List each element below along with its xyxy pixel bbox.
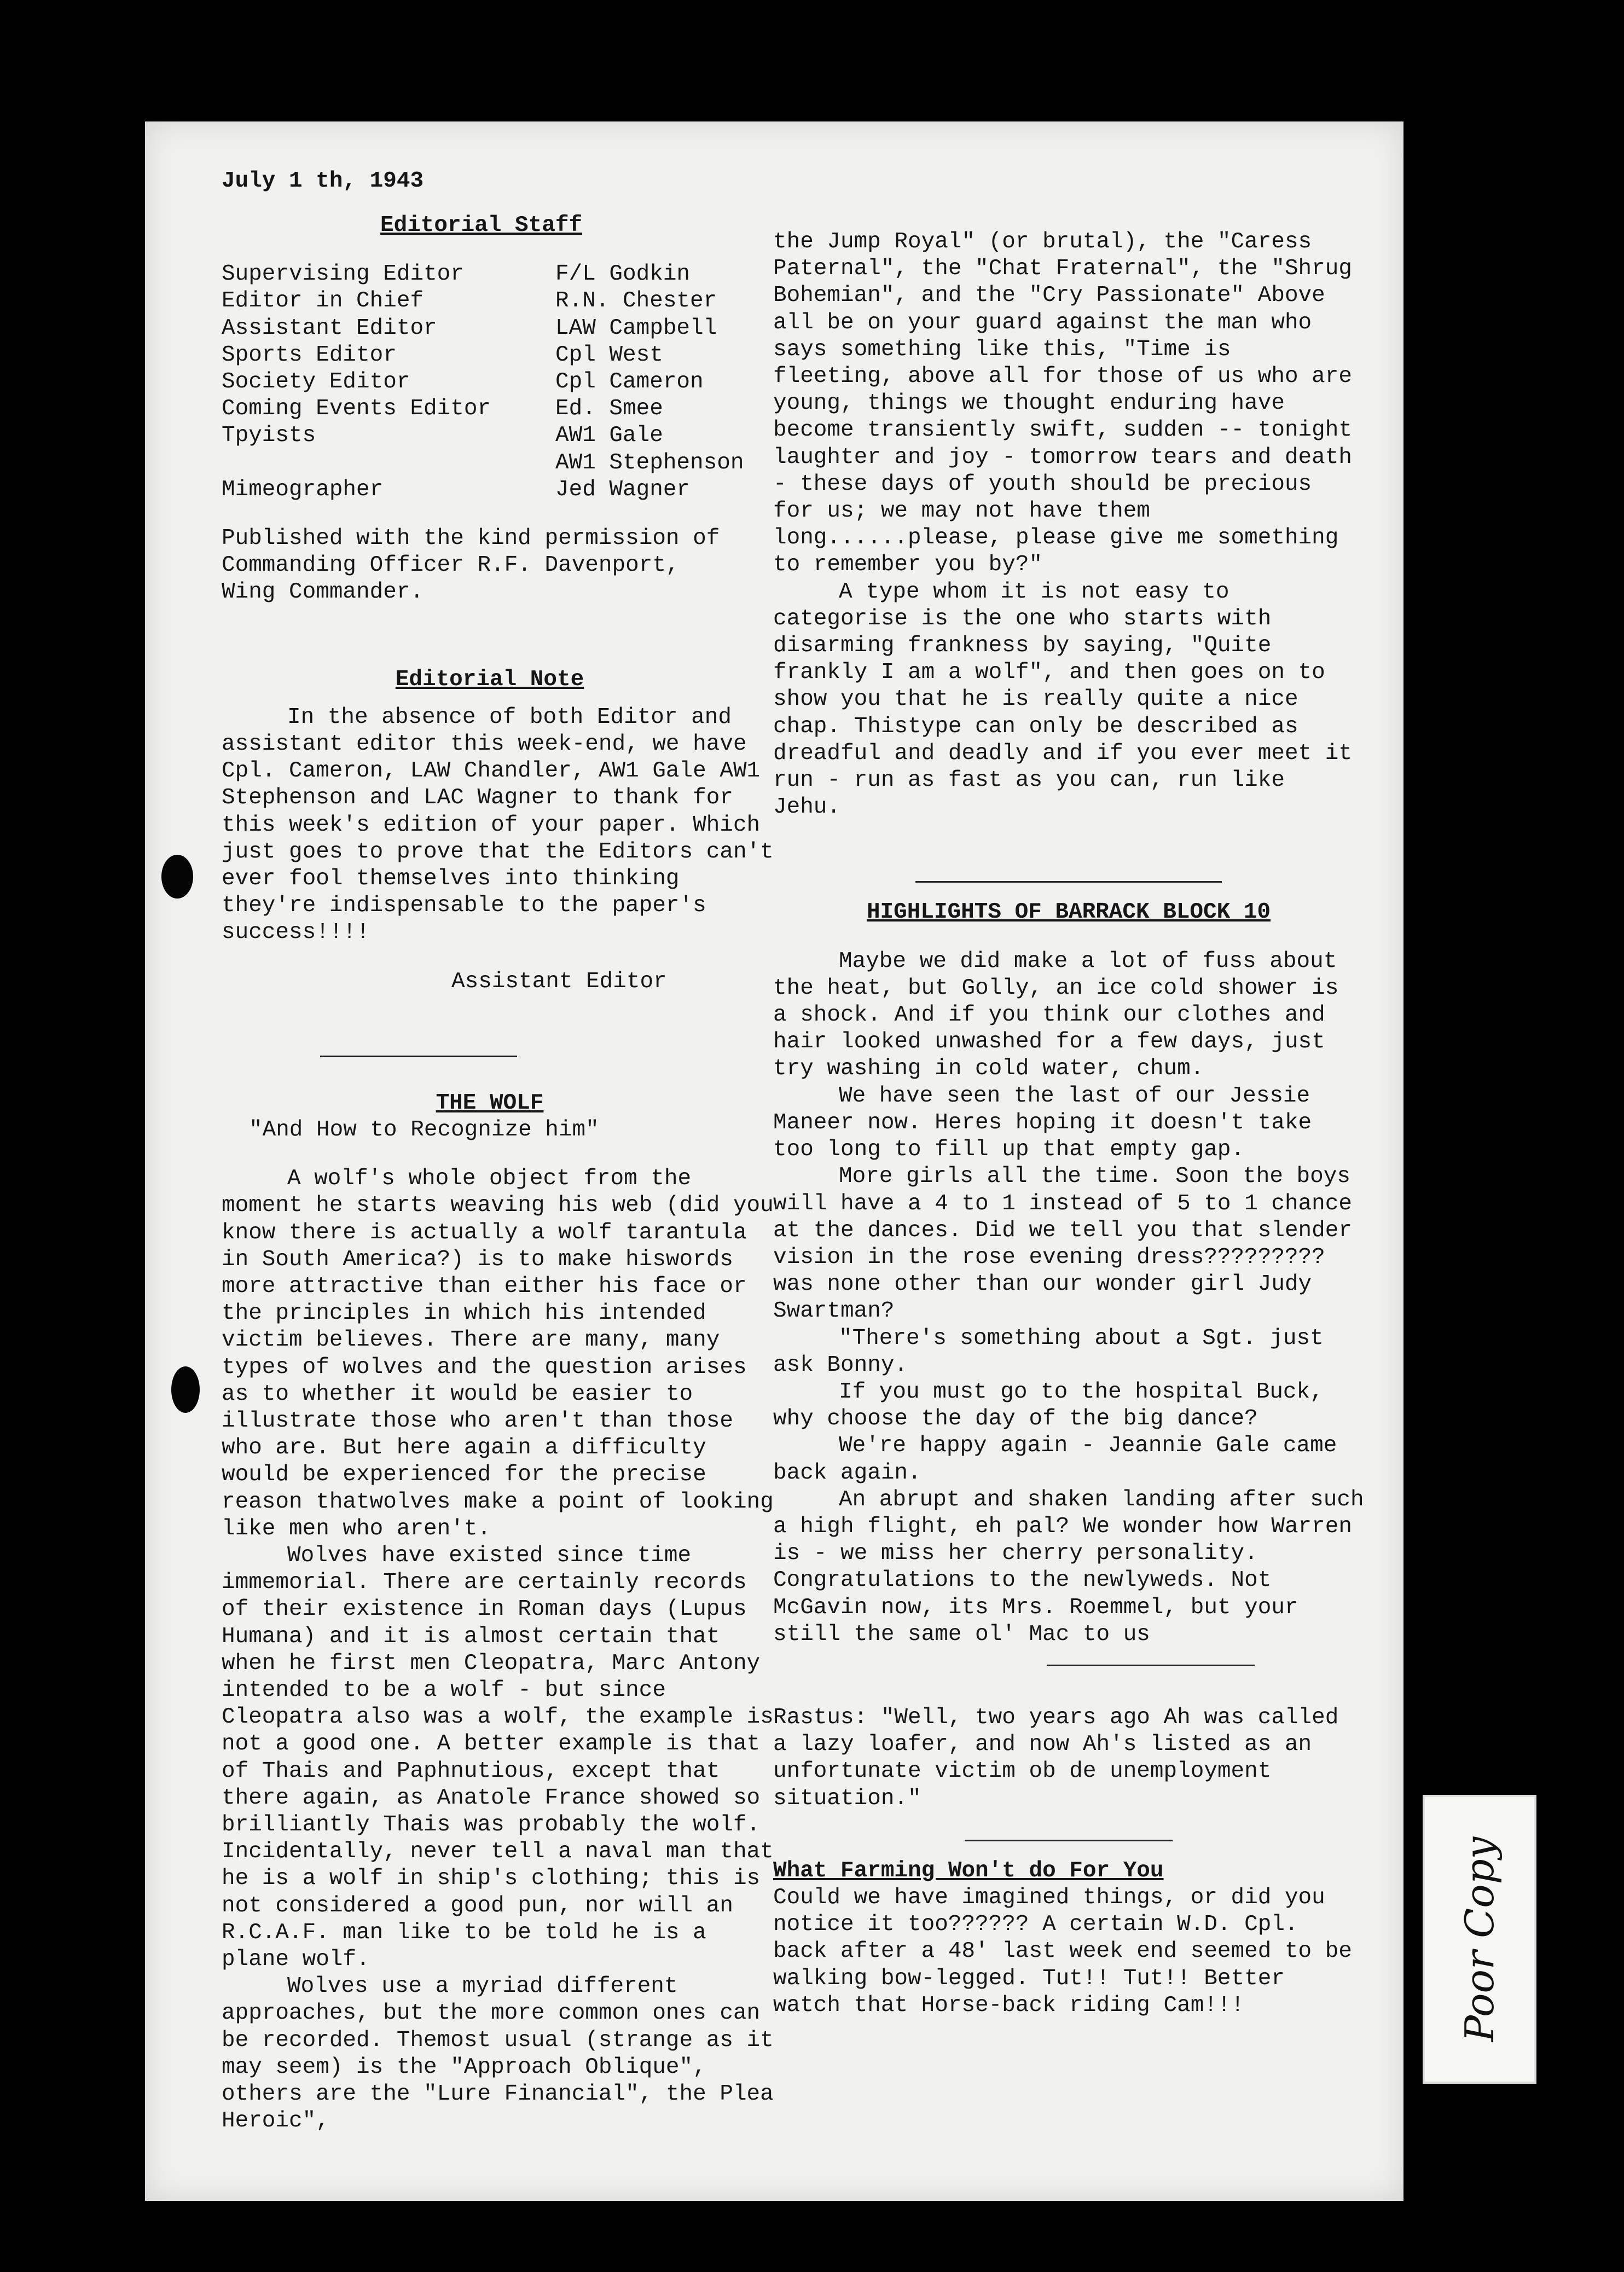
ink-blot	[171, 1366, 200, 1413]
barrack-paragraph: More girls all the time. Soon the boys will have a 4 to 1 instead of 5 to 1 chance at the dances. Did we tell you that slender vision in the rose evening dress????????? was none other than our wonder girl Judy Swartman?	[773, 1164, 1352, 1324]
section-divider	[965, 1840, 1173, 1841]
staff-row	[222, 450, 780, 477]
staff-role: Sports Editor	[222, 342, 397, 368]
staff-name: Jed Wagner	[555, 477, 691, 502]
wolf-paragraph: Wolves have existed since time immemorial. There are certainly records of their existence in Roman days (Lupus Humana) and it is almost certain that when he first men Cleopatra, Marc Antony intended to be a wolf - but since Cleopatra also was a wolf, the example is not a good one. A better example is that of Thais and Paphnutious, except that there again, as Anatole France showed so brilliantly Thais was probably the wolf. Incidentally, never tell a naval man that he is a wolf in ship's clothing; this is not considered a good pun, nor will an R.C.A.F. man like to be told he is a plane wolf.	[222, 1543, 774, 1973]
right-column	[773, 229, 1364, 2019]
staff-list	[222, 261, 780, 503]
wolf-continued-paragraph: A type whom it is not easy to categorise is the one who starts with disarming frankness by saying, "Quite frankly I am a wolf", and then goes on to show you that he is really quite a nice chap. Thistype can only be described as dreadful and deadly and if you ever meet it run - run as fast as you can, run like Jehu.	[773, 579, 1352, 820]
wolf-paragraph: Wolves use a myriad different approaches, but the more common ones can be recorded. Themost usual (strange as it may seem) is the "Approach Oblique", others are the "Lure Financial", the Plea Heroic",	[222, 1974, 774, 2134]
staff-role: Assistant Editor	[222, 315, 437, 341]
newsletter-page	[145, 121, 1403, 2201]
editorial-note-title: Editorial Note	[395, 666, 584, 692]
barrack-paragraph: An abrupt and shaken landing after such a high flight, eh pal? We wonder how Warren is - we miss her cherry personality. Congratulations to the newlyweds. Not McGavin now, its Mrs. Roemmel, but your still the same ol' Mac to us	[773, 1487, 1364, 1647]
staff-role: Tpyists	[222, 423, 316, 449]
wolf-continued-paragraph: the Jump Royal" (or brutal), the "Caress Paternal", the "Chat Fraternal", the "Shrug Bohemian", and the "Cry Passionate" Above all be on your guard against the man who says something like this, "Time is fleeting, above all for those of us who are young, things we thought enduring have become transiently swift, sudden -- tonight laughter and joy - tomorrow tears and death - these days of youth should be precious for us; we may not have them long......please, please give me something to remember you by?"	[773, 229, 1352, 578]
staff-name: F/L Godkin	[555, 262, 691, 287]
staff-row	[222, 369, 780, 396]
staff-role: Supervising Editor	[222, 262, 464, 287]
staff-title: Editorial Staff	[380, 213, 583, 238]
staff-row	[222, 315, 780, 342]
barrack-paragraph: If you must go to the hospital Buck, why choose the day of the big dance?	[773, 1379, 1324, 1432]
staff-role: Society Editor	[222, 369, 410, 395]
farming-body: Could we have imagined things, or did you notice it too?????? A certain W.D. Cpl. back after a 48' last week end seemed to be walking bow-legged. Tut!! Tut!! Better watch that Horse-back riding Cam!!!	[773, 1885, 1352, 2018]
issue-date: July 1 th, 1943	[222, 169, 424, 194]
barrack-paragraph: We have seen the last of our Jessie Maneer now. Heres hoping it doesn't take too long to fill up that empty gap.	[773, 1083, 1312, 1163]
staff-row	[222, 288, 780, 315]
editorial-note-body: In the absence of both Editor and assistant editor this week-end, we have Cpl. Cameron, LAW Chandler, AW1 Gale AW1 Stephenson and LAC Wagner to thank for this week's edition of your paper. Which just goes to prove that the Editors can't ever fool themselves into thinking they're indispensable to the paper's success!!!!	[222, 704, 774, 946]
staff-row	[222, 342, 780, 369]
section-divider	[1047, 1665, 1255, 1666]
staff-row	[222, 261, 780, 288]
ink-blot	[161, 855, 193, 899]
barrack-paragraph: "There's something about a Sgt. just ask Bonny.	[773, 1325, 1324, 1378]
wolf-subtitle: "And How to Recognize him"	[249, 1117, 599, 1143]
staff-name: AW1 Gale	[555, 423, 663, 449]
staff-name: R.N. Chester	[555, 288, 717, 314]
publication-note: Published with the kind permission of Commanding Officer R.F. Davenport, Wing Commander.	[222, 525, 720, 605]
section-divider	[915, 881, 1222, 883]
staff-row	[222, 396, 780, 422]
farming-title: What Farming Won't do For You	[773, 1858, 1164, 1883]
staff-role: Mimeographer	[222, 477, 384, 502]
poor-copy-stamp	[1423, 1795, 1536, 2084]
staff-role	[222, 450, 555, 477]
left-column	[222, 212, 780, 2135]
staff-name: Cpl Cameron	[555, 369, 704, 395]
barrack-title: HIGHLIGHTS OF BARRACK BLOCK 10	[866, 900, 1271, 925]
staff-row	[222, 477, 780, 503]
staff-name: Cpl West	[555, 342, 663, 368]
stamp-text: Poor Copy	[1457, 1836, 1503, 2042]
staff-role: Coming Events Editor	[222, 396, 491, 422]
barrack-paragraph: We're happy again - Jeannie Gale came back again.	[773, 1433, 1337, 1486]
wolf-paragraph: A wolf's whole object from the moment he starts weaving his web (did you know there is actually a wolf tarantula in South America?) is to make hiswords more attractive than either his face or the principles in which his intended victim believes. There are many, many types of wolves and the question arises as to whether it would be easier to illustrate those who aren't than those who are. But here again a difficulty would be experienced for the precise reason thatwolves make a point of looking like men who aren't.	[222, 1166, 774, 1541]
rastus-joke: Rastus: "Well, two years ago Ah was called a lazy loafer, and now Ah's listed as an unfortunate victim ob de unemployment situation."	[773, 1705, 1339, 1811]
wolf-title: THE WOLF	[436, 1090, 544, 1116]
staff-name: Ed. Smee	[555, 396, 663, 422]
staff-row	[222, 422, 780, 449]
section-divider	[320, 1056, 517, 1057]
editorial-note-signature: Assistant Editor	[451, 969, 667, 994]
staff-name: AW1 Stephenson	[555, 450, 744, 476]
staff-name: LAW Campbell	[555, 315, 717, 341]
staff-role: Editor in Chief	[222, 288, 424, 314]
barrack-paragraph: Maybe we did make a lot of fuss about the heat, but Golly, an ice cold shower is a shock. And if you think our clothes and hair looked unwashed for a few days, just try washing in cold water, chum.	[773, 948, 1339, 1082]
